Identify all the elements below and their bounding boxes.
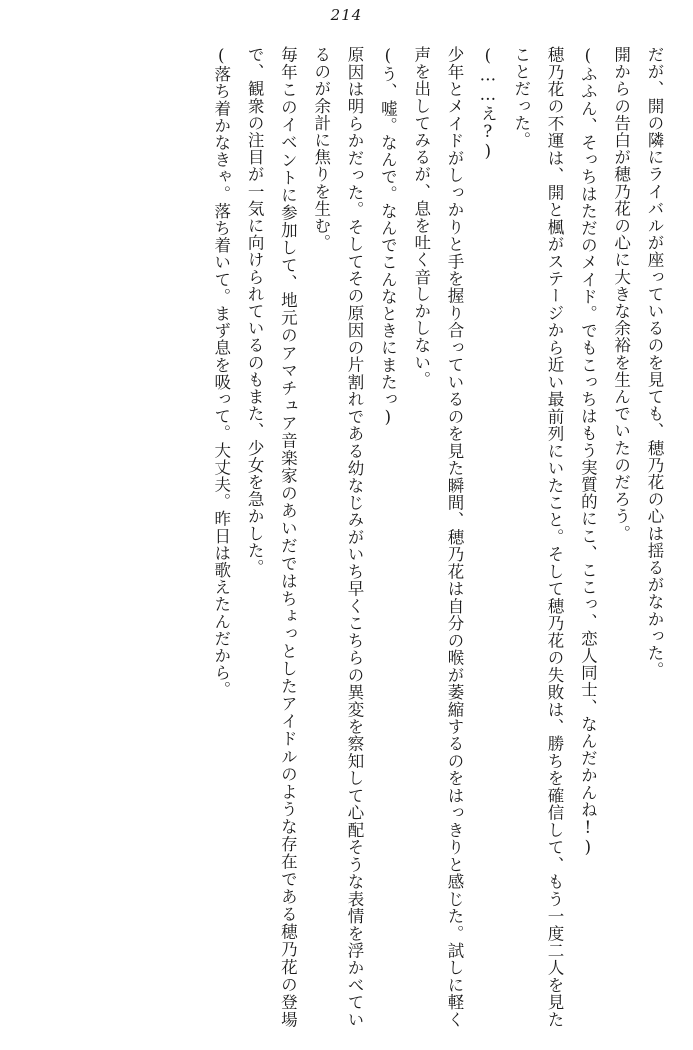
paragraph: 開からの告白が穂乃花の心に大きな余裕を生んでいたのだろう。 [611,46,631,542]
paragraph: (落ち着かなきゃ。落ち着いて。まず息を吸って。大丈夫。昨日は歌えたんだから。 [211,46,231,699]
paragraph: 少年とメイドがしっかりと手を握り合っているのを見た瞬間、穂乃花は自分の喉が萎縮するのをはっきりと感じた。試しに軽く声を出してみるが、息を吐く音しかしない。 [411,46,465,1028]
paragraph: 原因は明らかだった。そしてその原因の片割れである幼なじみがいち早くこちらの異変を察知して心配そうな表情を浮かべているのが余計に焦りを生む。 [311,46,365,1028]
paragraph: (う、嘘。なんで。なんでこんなときにまたっ) [378,46,398,428]
paragraph: 毎年このイベントに参加して、地元のアマチュア音楽家のあいだではちょっとしたアイドルのような存在である穂乃花の登場で、観衆の注目が一気に向けられているのもまた、少女を急かした。 [245,46,298,1028]
paragraph: 穂乃花の不運は、開と楓がステージから近い最前列にいたこと。そして穂乃花の失敗は、勝ちを確信して、もう一度二人を見たことだった。 [511,46,565,1028]
paragraph: (ふふん、そっちはただのメイド。でもこっちはもう実質的にこ、ここっ、恋人同士、なんだかんね!) [578,46,598,858]
page-number: 214 [330,6,363,24]
paragraph: だが、開の隣にライバルが座っているのを見ても、穂乃花の心は揺るがなかった。 [645,46,664,679]
page-body-text [28,46,671,1028]
paragraph: (……え?) [478,46,498,162]
